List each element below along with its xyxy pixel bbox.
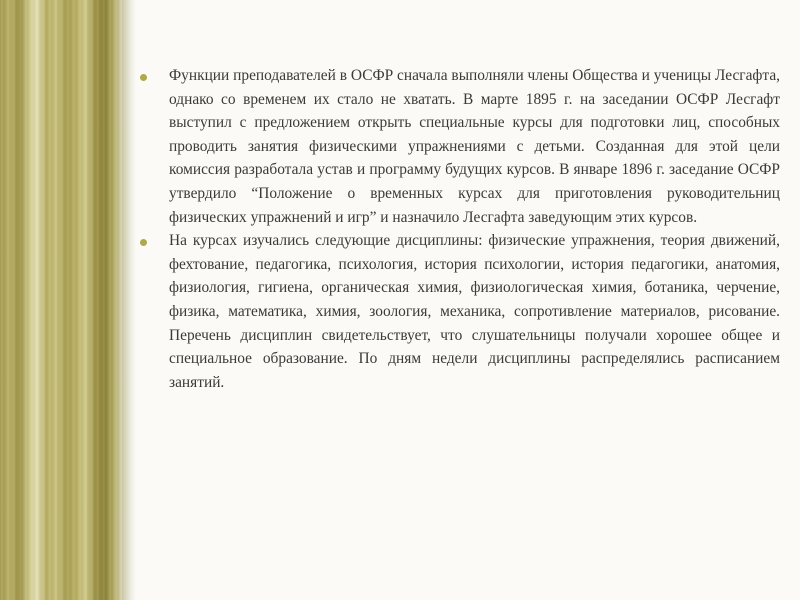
bullet-list <box>136 64 780 394</box>
decorative-gold-band <box>0 0 122 600</box>
bullet-text: На курсах изучались следующие дисциплины: физические упражнения, теория движений, фехтование, педагогика, психология, история психологии, история педагогики, анатомия, физиология, гигиена, органическая химия, физиологическая химия, ботаника, черчение, физика, математика, химия, зоология, механика, сопротивление материалов, рисование. Перечень дисциплин свидетельствует, что слушательницы получали хорошее общее и специальное образование. По дням недели дисциплины распределялись расписанием занятий. <box>169 232 780 391</box>
slide-content <box>136 64 780 394</box>
bullet-item-courses-founding <box>136 64 780 229</box>
bullet-item-disciplines <box>136 229 780 394</box>
bullet-dot-icon <box>140 239 147 246</box>
bullet-dot-icon <box>140 74 147 81</box>
decorative-gold-fade <box>122 0 136 600</box>
bullet-text: Функции преподавателей в ОСФР сначала выполняли члены Общества и ученицы Лесгафта, однако со временем их стало не хватать. В марте 1895 г. на заседании ОСФР Лесгафт выступил с предложением открыть специальные курсы для подготовки лиц, способных проводить занятия физическими упражнениями с детьми. Созданная для этой цели комиссия разработала устав и программу будущих курсов. В январе 1896 г. заседание ОСФР утвердило “Положение о временных курсах для приготовления руководительниц физических упражнений и игр” и назначило Лесгафта заведующим этих курсов. <box>169 67 780 226</box>
